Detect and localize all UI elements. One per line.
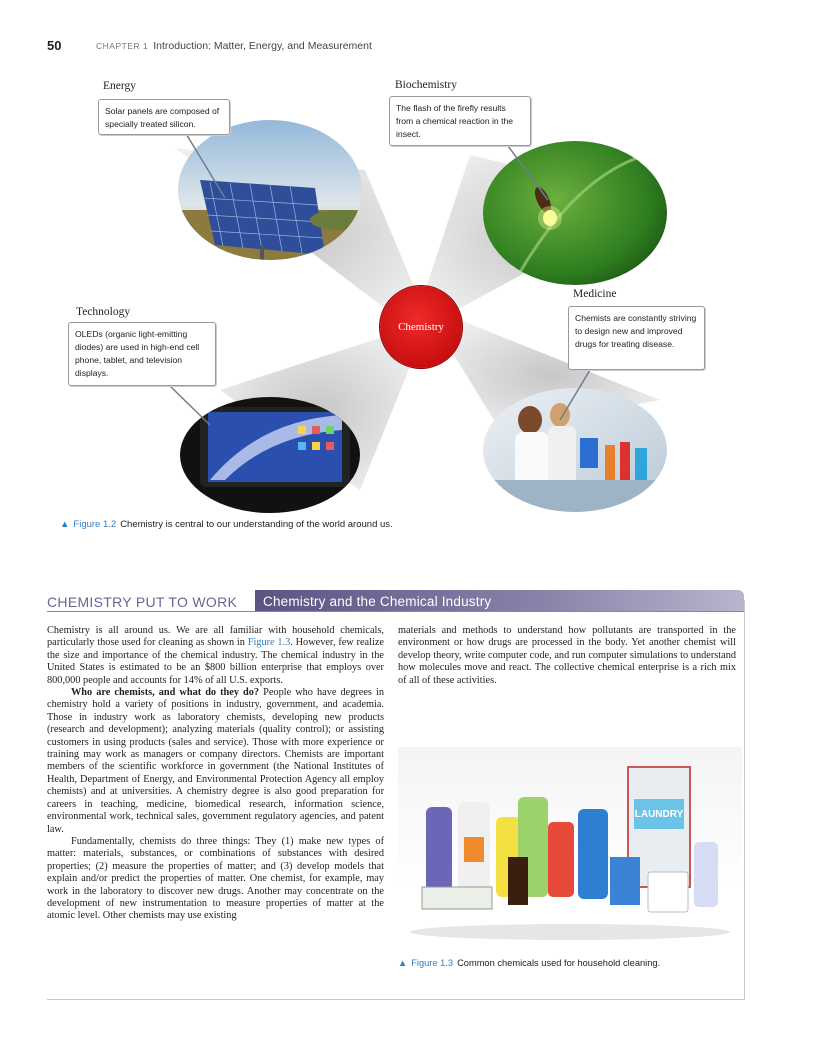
energy-title: Energy — [103, 80, 137, 92]
running-head — [96, 40, 372, 52]
box-header — [47, 590, 744, 612]
figure-1-3-caption-text: Common chemicals used for household cleaning. — [457, 958, 661, 968]
medicine-title: Medicine — [573, 288, 617, 300]
box-bottom-border — [47, 999, 745, 1000]
caption-marker: ▲ — [60, 519, 70, 530]
column-right — [398, 625, 736, 687]
column-left — [47, 625, 384, 923]
p1-text-a: Chemistry is all around us. We are all familiar with household chemicals, particularly those used for cleaning as shown in — [47, 625, 384, 649]
box-right-border — [744, 600, 745, 1000]
figure-1-2-label: Figure 1.2 — [73, 519, 117, 530]
paragraph-1 — [47, 625, 384, 687]
p2-body: People who have degrees in chemistry hold a variety of positions in industry, government, and academia. Those in industry work as laboratory chemists, developing new products (research and development); analyzing materials (quality control); or assisting customers in using products (sales and service). Those with more experience or training may work as managers or company directors. Chemists are important members of the scientific workforce in government (the National Institutes of Health, Department of Energy, and Environmental Protection Agency all employ chemists) and at universities. A chemistry degree is also good preparation for careers in teaching, medicine, biomedical research, information science, environmental work, technical sales, government regulatory agencies, and patent law. — [47, 687, 384, 835]
paragraph-3: Fundamentally, chemists do three things: They (1) make new types of matter: materials, substances, or combinations of substances with desired properties; (2) measure the properties of matter; and (3) develop models that explain and/or predict the properties of matter. One chemist, for example, may work in the laboratory to discover new drugs. Another may concentrate on the development of new instrumentation to measure properties of matter at the atomic level. Other chemists may use existing — [47, 835, 384, 922]
p2-lead: Who are chemists, and what do they do? — [71, 687, 260, 699]
caption-marker-2: ▲ — [398, 958, 408, 968]
technology-callout: OLEDs (organic light-emitting diodes) are used in high-end cell phone, tablet, and television displays. — [68, 322, 216, 386]
p1-text-b: . However, few realize the size and importance of the chemical industry. The chemical industry in the United States is estimated to be an $800 billion enterprise that employs over 800,000 people and accounts for 14% of all U.S. exports. — [47, 637, 384, 686]
medicine-callout: Chemists are constantly striving to design new and improved drugs for treating disease. — [568, 306, 705, 370]
figure-1-2-caption-text: Chemistry is central to our understanding of the world around us. — [120, 519, 393, 530]
box-header-rule — [47, 611, 744, 612]
leader-tech — [170, 386, 210, 425]
page-number: 50 — [47, 38, 62, 53]
chemistry-hub: Chemistry — [380, 286, 462, 368]
biochemistry-callout: The flash of the firefly results from a chemical reaction in the insect. — [389, 96, 531, 146]
figure-1-3-label: Figure 1.3 — [411, 958, 454, 968]
figure-1-3-link[interactable]: Figure 1.3 — [247, 637, 291, 649]
technology-title: Technology — [76, 306, 131, 318]
laundry-box-text: LAUNDRY — [634, 809, 684, 820]
figure-1-3-photo — [398, 747, 742, 950]
box-section-label: CHEMISTRY PUT TO WORK — [47, 594, 238, 610]
cleaning-products-art — [398, 747, 742, 950]
chapter-label: CHAPTER 1 — [96, 41, 149, 51]
figure-1-2-caption — [60, 519, 393, 530]
biochemistry-title: Biochemistry — [395, 79, 457, 91]
figure-1-3-caption — [398, 958, 660, 968]
paragraph-2 — [47, 687, 384, 836]
box-title: Chemistry and the Chemical Industry — [255, 590, 744, 612]
energy-callout: Solar panels are composed of specially treated silicon. — [98, 99, 230, 135]
chapter-title: Introduction: Matter, Energy, and Measurement — [153, 40, 372, 52]
paragraph-4: materials and methods to understand how pollutants are transported in the environment or how drugs are processed in the body. Yet another chemist will develop theory, write computer code, and run computer simulations to understand how molecules move and react. The collective chemical enterprise is a rich mix of all of these activities. — [398, 625, 736, 686]
